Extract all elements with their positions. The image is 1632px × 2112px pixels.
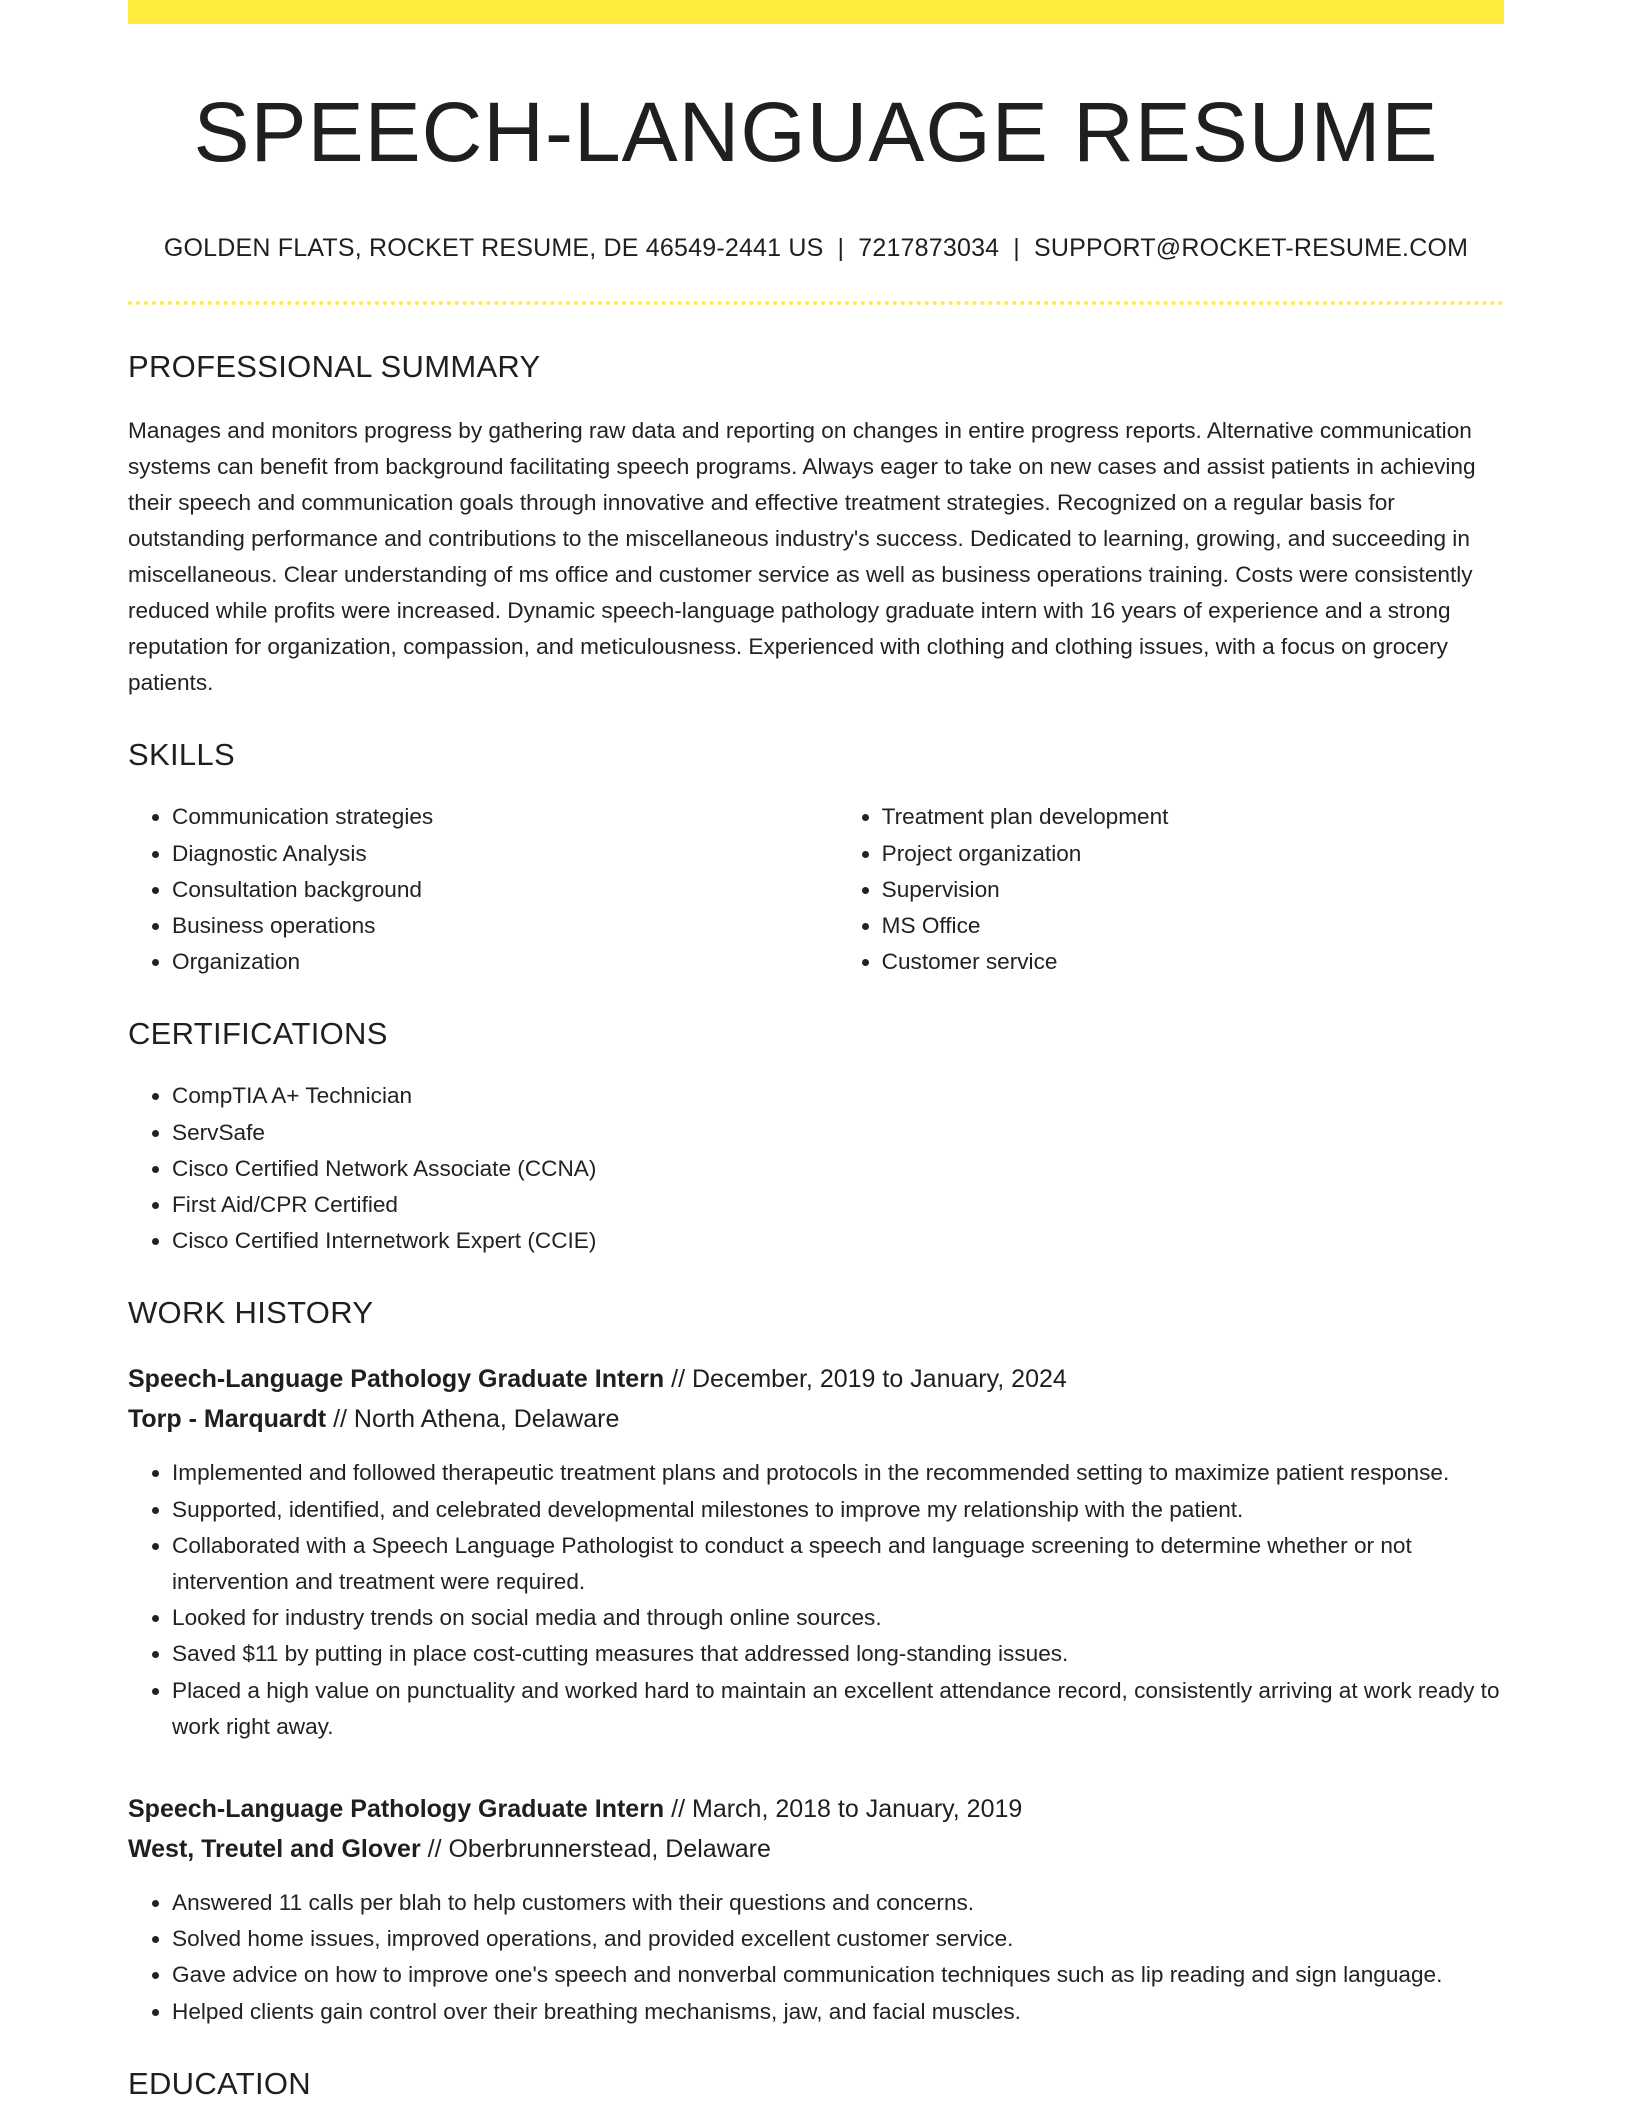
- job-dates: // March, 2018 to January, 2019: [671, 1795, 1023, 1824]
- skill-item: • Supervision: [882, 872, 1504, 908]
- contact-separator: |: [1013, 234, 1020, 263]
- job-bullet: • Placed a high value on punctuality and worked hard to maintain an excellent attendance record, consistently arriving at work ready to work right away.: [172, 1673, 1504, 1745]
- skills-list-right: [838, 799, 1504, 980]
- contact-separator: |: [837, 234, 845, 263]
- job-company: Torp - Marquardt: [128, 1405, 327, 1434]
- job-company-line: [128, 1399, 1504, 1439]
- contact-line: [128, 234, 1504, 263]
- job-title: Speech-Language Pathology Graduate Intern: [128, 1365, 665, 1394]
- certification-item: • First Aid/CPR Certified: [172, 1187, 1504, 1223]
- skills-grid: [128, 773, 1504, 980]
- work-history-heading: WORK HISTORY: [128, 1295, 374, 1331]
- education-heading: EDUCATION: [128, 2065, 311, 2101]
- job-bullet: • Solved home issues, improved operations, and provided excellent customer service.: [172, 1921, 1504, 1957]
- job-title-line: [128, 1359, 1504, 1399]
- job-bullet: • Gave advice on how to improve one's speech and nonverbal communication techniques such as lip reading and sign language.: [172, 1957, 1504, 1993]
- contact-email: SUPPORT@ROCKET-RESUME.COM: [1034, 234, 1469, 263]
- certifications-list: [128, 1078, 1504, 1259]
- certification-item: • Cisco Certified Internetwork Expert (CCIE): [172, 1223, 1504, 1259]
- summary-section: [128, 349, 1504, 701]
- skill-item: • Project organization: [882, 836, 1504, 872]
- job-location: // Oberbrunnerstead, Delaware: [427, 1835, 771, 1864]
- job-location: // North Athena, Delaware: [333, 1405, 620, 1434]
- certification-item: • Cisco Certified Network Associate (CCNA): [172, 1151, 1504, 1187]
- job-bullet: • Looked for industry trends on social media and through online sources.: [172, 1600, 1504, 1636]
- job-title-line: [128, 1789, 1504, 1829]
- summary-heading: PROFESSIONAL SUMMARY: [128, 349, 541, 385]
- job-company: West, Treutel and Glover: [128, 1835, 421, 1864]
- job-entry: [128, 1789, 1504, 2030]
- job-bullets: [128, 1885, 1504, 2030]
- skill-item: • Treatment plan development: [882, 799, 1504, 835]
- summary-text: Manages and monitors progress by gathering raw data and reporting on changes in entire progress reports. Alternative communication systems can benefit from background facilitating speech programs. Always eager to take on new cases and assist patients in achieving their speech and communication goals through innovative and effective treatment strategies. Recognized on a regular basis for outstanding performance and contributions to the miscellaneous industry's success. Dedicated to learning, growing, and succeeding in miscellaneous. Clear understanding of ms office and customer service as well as business operations training. Costs were consistently reduced while profits were increased. Dynamic speech-language pathology graduate intern with 16 years of experience and a strong reputation for organization, compassion, and meticulousness. Experienced with clothing and clothing issues, with a focus on grocery patients.: [128, 418, 1476, 696]
- skills-section: [128, 737, 1504, 980]
- accent-top-bar: [128, 0, 1504, 24]
- certification-item: • CompTIA A+ Technician: [172, 1078, 1504, 1114]
- skill-item: • MS Office: [882, 908, 1504, 944]
- job-company-line: [128, 1829, 1504, 1869]
- header-divider: [128, 301, 1504, 305]
- job-bullet: • Helped clients gain control over their breathing mechanisms, jaw, and facial muscles.: [172, 1994, 1504, 2030]
- skills-list-left: [128, 799, 838, 980]
- skills-heading: SKILLS: [128, 737, 235, 773]
- job-bullets: [128, 1455, 1504, 1745]
- skill-item: • Communication strategies: [172, 799, 838, 835]
- certifications-heading: CERTIFICATIONS: [128, 1016, 388, 1052]
- certification-item: • ServSafe: [172, 1115, 1504, 1151]
- job-bullet: • Saved $11 by putting in place cost-cutting measures that addressed long-standing issues.: [172, 1636, 1504, 1672]
- job-entry: [128, 1359, 1504, 1745]
- certifications-section: [128, 1016, 1504, 1259]
- resume-page: [128, 0, 1504, 2102]
- skill-item: • Customer service: [882, 944, 1504, 980]
- contact-phone: 7217873034: [858, 234, 1000, 263]
- job-bullet: • Collaborated with a Speech Language Pathologist to conduct a speech and language screening to determine whether or not intervention and treatment were required.: [172, 1528, 1504, 1600]
- resume-title: SPEECH-LANGUAGE RESUME: [193, 85, 1439, 179]
- skill-item: • Business operations: [172, 908, 838, 944]
- contact-address: GOLDEN FLATS, ROCKET RESUME, DE 46549-2441 US: [163, 234, 824, 263]
- education-section: [128, 2066, 1504, 2102]
- job-dates: // December, 2019 to January, 2024: [671, 1365, 1067, 1394]
- work-history-section: [128, 1295, 1504, 2029]
- job-title: Speech-Language Pathology Graduate Intern: [128, 1795, 665, 1824]
- skill-item: • Diagnostic Analysis: [172, 836, 838, 872]
- job-bullet: • Supported, identified, and celebrated developmental milestones to improve my relationship with the patient.: [172, 1492, 1504, 1528]
- job-bullet: • Implemented and followed therapeutic treatment plans and protocols in the recommended setting to maximize patient response.: [172, 1455, 1504, 1491]
- skill-item: • Organization: [172, 944, 838, 980]
- skill-item: • Consultation background: [172, 872, 838, 908]
- job-bullet: • Answered 11 calls per blah to help customers with their questions and concerns.: [172, 1885, 1504, 1921]
